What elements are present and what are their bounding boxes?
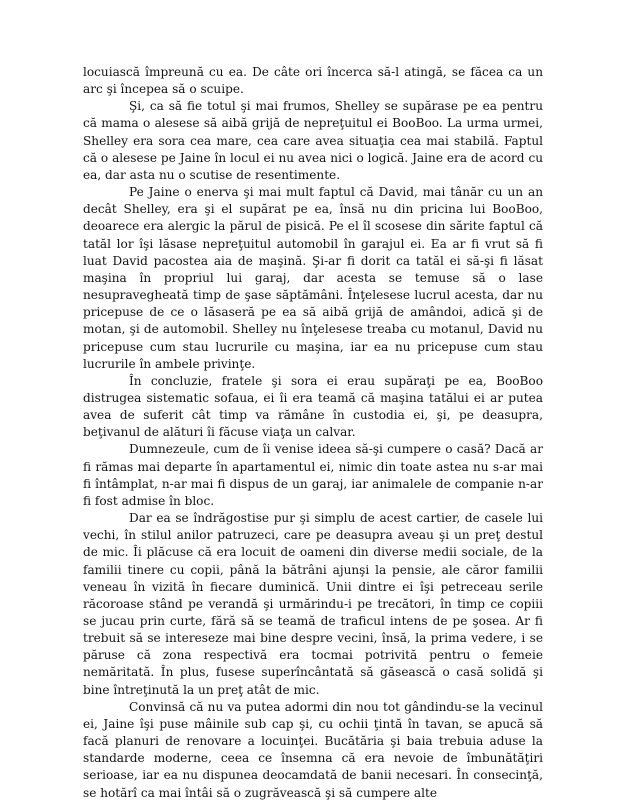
paragraph-4: În concluzie, fratele şi sora ei erau supăraţi pe ea, BooBoo distrugea sistematic sofaua, ei îi era teamă că maşina tatălui ei ar putea avea de suferit cât timp va rămâne în custodia ei, şi, pe deasupra, beţivanul de alături îi făcuse viaţa un calvar. xyxy=(83,373,543,440)
page-text xyxy=(83,64,543,802)
paragraph-7: Convinsă că nu va putea adormi din nou tot gândindu-se la vecinul ei, Jaine îşi puse mâinile sub cap şi, cu ochii ţintă în tavan, se apucă să facă planuri de renovare a locuinţei. Bucătăria şi baia trebuia aduse la standarde moderne, ceea ce însemna că era nevoie de îmbunătăţiri serioase, iar ea nu dispunea deocamdată de banii necesari. În consecinţă, se hotărî ca mai întâi să o zugrăvească şi să cumpere alte xyxy=(83,699,543,800)
paragraph-5: Dumnezeule, cum de îi venise ideea să-şi cumpere o casă? Dacă ar fi rămas mai departe în apartamentul ei, nimic din toate astea nu s-ar mai fi întâmplat, n-ar mai fi dispus de un garaj, iar animalele de companie n-ar fi fost admise în bloc. xyxy=(83,442,543,508)
paragraph-1: locuiască împreună cu ea. De câte ori încerca să-l atingă, se făcea ca un arc şi începea să o scuipe. xyxy=(83,65,543,97)
paragraph-2: Şi, ca să fie totul şi mai frumos, Shelley se supărase pe ea pentru că mama o alesese să aibă grijă de nepreţuitul ei BooBoo. La urma urmei, Shelley era sora cea mare, cea care avea situaţia cea mai stabilă. Faptul că o alesese pe Jaine în locul ei nu avea nici o logică. Jaine era de acord cu ea, dar asta nu o scutise de resentimente. xyxy=(83,99,543,182)
paragraph-6: Dar ea se îndrăgostise pur şi simplu de acest cartier, de casele lui vechi, în stilul anilor patruzeci, care pe deasupra aveau şi un preţ destul de mic. Îi plăcuse că era locuit de oameni din diverse medii sociale, de la familii tinere cu copii, până la bătrâni ajunşi la pensie, ale căror familii veneau în vizită în fiecare duminică. Unii dintre ei îşi petreceau serile răcoroase stând pe verandă şi urmărindu-i pe trecători, în timp ce copiii se jucau prin curte, fără să se teamă de traficul intens de pe şosea. Ar fi trebuit să se intereseze mai bine despre vecini, însă, la prima vedere, i se păruse că zona respectivă era tocmai potrivită pentru o femeie nemăritată. În plus, fusese superîncântată să găsească o casă solidă şi bine întreţinută la un preţ atât de mic. xyxy=(83,511,543,697)
paragraph-3: Pe Jaine o enerva şi mai mult faptul că David, mai tânăr cu un an decât Shelley, era şi el supărat pe ea, însă nu din pricina lui BooBoo, deoarece era alergic la părul de pisică. Pe el îl scosese din sărite faptul că tatăl lor îşi lăsase nepreţuitul automobil în garajul ei. Ea ar fi vrut să fi luat David pacostea aia de maşină. Şi-ar fi dorit ca tatăl ei să-şi fi lăsat maşina în propriul lui garaj, dar acesta se temuse să o lase nesupravegheată timp de şase săptămâni. Înţelesese lucrul acesta, dar nu pricepuse de ce o lăsaseră pe ea să aibă grijă de amândoi, adică şi de motan, şi de automobil. Shelley nu înţelesese treaba cu motanul, David nu pricepuse cum stau lucrurile cu maşina, iar ea nu pricepuse cum stau lucrurile în ambele privinţe. xyxy=(83,185,543,371)
